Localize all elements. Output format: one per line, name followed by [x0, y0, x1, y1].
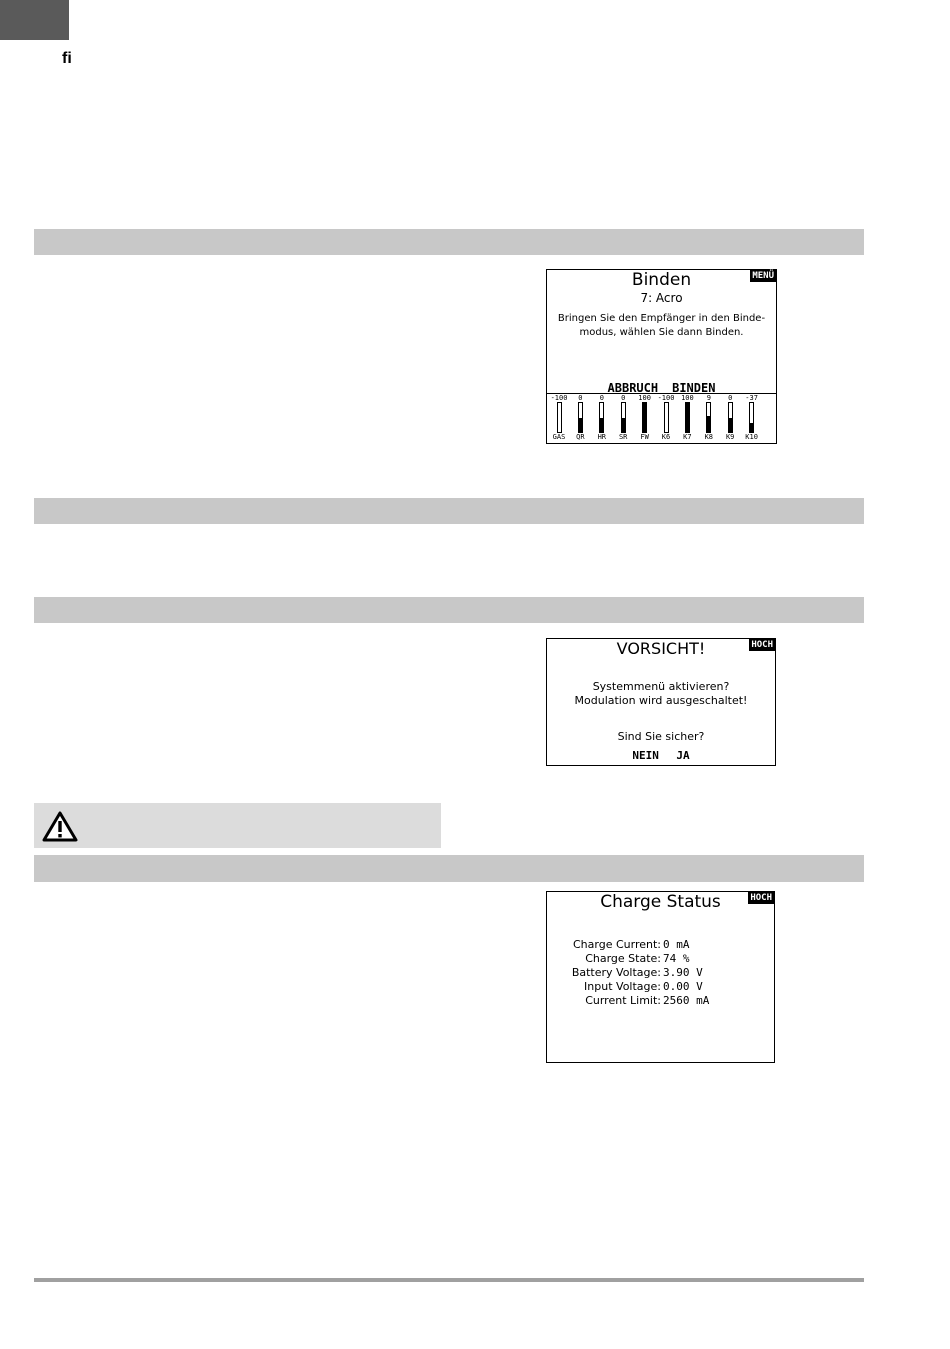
channel-bar-fill — [579, 418, 582, 433]
hoch-badge-charge[interactable]: HOCH — [750, 893, 772, 903]
channel-value: -100 — [657, 394, 675, 402]
channel-bar-fill — [643, 403, 646, 432]
channel-bar-fill — [750, 423, 753, 432]
channel-value: 0 — [621, 394, 626, 402]
channel-value: 0 — [728, 394, 733, 402]
charge-row-value: 74 % — [663, 952, 690, 965]
channel-value: 0 — [578, 394, 583, 402]
channel-8 — [699, 394, 719, 441]
channel-7 — [677, 394, 697, 441]
channel-value: -37 — [745, 394, 758, 402]
bind-screen — [546, 269, 777, 444]
channel-bar — [557, 402, 562, 433]
channel-5 — [635, 394, 655, 441]
channel-name: GAS — [552, 433, 566, 441]
menu-badge[interactable]: MENÜ — [752, 271, 774, 281]
section-header-bar-2 — [34, 498, 864, 524]
channel-name: K10 — [745, 433, 758, 441]
channel-value: 9 — [706, 394, 711, 402]
channel-name: K9 — [725, 433, 735, 441]
yes-button[interactable]: JA — [676, 749, 690, 762]
channel-name: SR — [618, 433, 628, 441]
channel-bar — [599, 402, 604, 433]
footer-rule — [34, 1278, 864, 1282]
no-button[interactable]: NEIN — [632, 749, 659, 762]
channel-6 — [656, 394, 676, 441]
channel-name: K8 — [704, 433, 714, 441]
caution-line-2: Modulation wird ausgeschaltet! — [574, 694, 748, 707]
cancel-button[interactable]: ABBRUCH — [607, 381, 659, 395]
charge-row-value: 0.00 V — [663, 980, 703, 993]
section-header-bar-1 — [34, 229, 864, 255]
channel-3 — [592, 394, 612, 441]
channel-value: -100 — [550, 394, 568, 402]
charge-row-label: Charge State: — [585, 952, 661, 965]
charge-row-value: 3.90 V — [663, 966, 703, 979]
bind-message-line-1: Bringen Sie den Empfänger in den Binde- — [557, 313, 766, 324]
channel-bar-fill — [707, 416, 710, 432]
warning-triangle-icon — [42, 811, 78, 842]
page-corner-tab — [0, 0, 69, 40]
channel-bar-fill — [686, 403, 689, 432]
channel-name: FW — [640, 433, 649, 441]
caution-line-1: Systemmenü aktivieren? — [592, 680, 730, 693]
channel-bar-fill — [600, 418, 603, 433]
model-name: 7: Acro — [640, 291, 683, 305]
channel-4 — [613, 394, 633, 441]
channel-monitor — [547, 393, 776, 444]
charge-row-label: Charge Current: — [573, 938, 661, 951]
bind-message-line-2: modus, wählen Sie dann Binden. — [579, 327, 744, 338]
charge-row-label: Battery Voltage: — [571, 966, 661, 979]
channel-bar — [749, 402, 754, 433]
caution-screen — [546, 638, 776, 766]
channel-name: K7 — [683, 433, 692, 441]
channel-1 — [549, 394, 569, 441]
channel-2 — [570, 394, 590, 441]
channel-value: 0 — [599, 394, 604, 402]
bind-title: Binden — [631, 270, 692, 290]
channel-bar — [685, 402, 690, 433]
caution-title: VORSICHT! — [616, 639, 706, 658]
channel-name: QR — [576, 433, 585, 441]
charge-status-screen — [546, 891, 775, 1063]
channel-name: HR — [597, 433, 607, 441]
warning-box — [34, 803, 441, 848]
charge-title: Charge Status — [600, 892, 721, 912]
channel-bar — [578, 402, 583, 433]
channel-bar-fill — [622, 418, 625, 433]
channel-bar — [621, 402, 626, 433]
channel-name: K6 — [661, 433, 671, 441]
language-label: fi — [62, 50, 72, 67]
section-header-bar-4 — [34, 855, 864, 882]
channel-bar-fill — [729, 418, 732, 433]
channel-bar — [664, 402, 669, 433]
charge-row-label: Input Voltage: — [584, 980, 661, 993]
charge-row-label: Current Limit: — [585, 994, 661, 1007]
charge-row-value: 0 mA — [663, 938, 690, 951]
channel-bar — [642, 402, 647, 433]
hoch-badge[interactable]: HOCH — [751, 640, 773, 650]
channel-value: 100 — [638, 394, 651, 402]
bind-button[interactable]: BINDEN — [672, 381, 716, 395]
section-header-bar-3 — [34, 597, 864, 623]
channel-bar — [728, 402, 733, 433]
caution-question: Sind Sie sicher? — [617, 730, 705, 743]
charge-row-value: 2560 mA — [663, 994, 710, 1007]
channel-9 — [720, 394, 740, 441]
channel-value: 100 — [681, 394, 694, 402]
channel-bar — [706, 402, 711, 433]
channel-10 — [742, 394, 762, 441]
